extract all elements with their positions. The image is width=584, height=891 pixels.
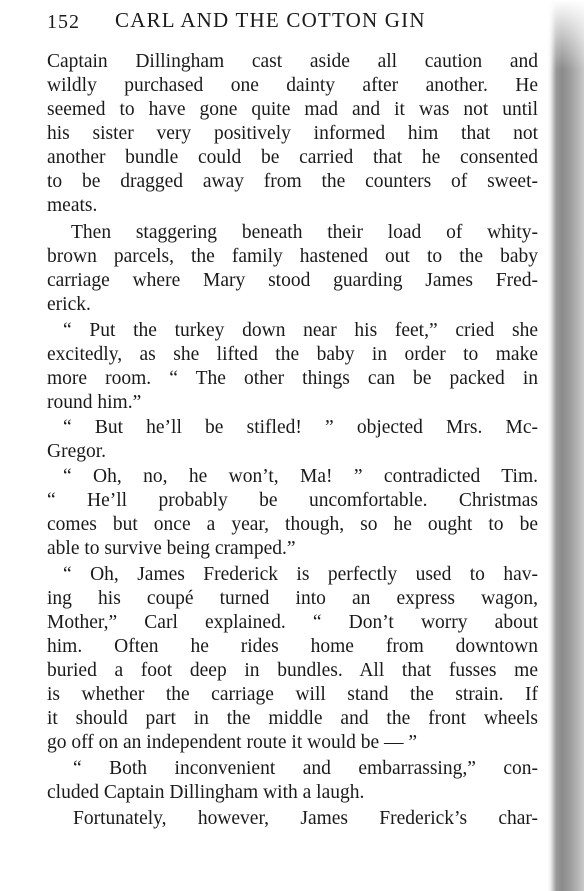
- text-line: carriage where Mary stood guarding James Fred-: [47, 270, 538, 291]
- running-head: CARL AND THE COTTON GIN: [115, 8, 426, 32]
- text-line: another bundle could be carried that he consented: [47, 147, 538, 168]
- text-line: more room. “ The other things can be packed in: [47, 368, 538, 389]
- text-line: it should part in the middle and the front wheels: [47, 708, 538, 729]
- text-line: comes but once a year, though, so he ought to be: [47, 514, 538, 535]
- text-line: round him.”: [47, 392, 142, 413]
- text-line: erick.: [47, 294, 91, 315]
- text-line: ing his coupé turned into an express wagon,: [47, 588, 538, 609]
- page-number: 152: [47, 11, 80, 33]
- text-line: cluded Captain Dillingham with a laugh.: [47, 782, 365, 803]
- text-line: Captain Dillingham cast aside all caution and: [47, 51, 538, 72]
- text-line: wildly purchased one dainty after another. He: [47, 75, 538, 96]
- page-edge-shadow: [548, 0, 584, 891]
- page-header: [47, 8, 547, 38]
- text-line: brown parcels, the family hastened out to the baby: [47, 246, 538, 267]
- text-line: seemed to have gone quite mad and it was not until: [47, 99, 538, 120]
- paragraph-first-line: “ But he’ll be stifled! ” objected Mrs. Mc-: [63, 417, 538, 438]
- paragraph-first-line: Then staggering beneath their load of whity-: [71, 222, 538, 243]
- paragraph-first-line: “ Oh, James Frederick is perfectly used to hav-: [63, 564, 538, 585]
- text-line: meats.: [47, 195, 98, 216]
- paragraph-first-line: Fortunately, however, James Frederick’s char-: [73, 808, 538, 829]
- paragraph-first-line: “ Put the turkey down near his feet,” cried she: [63, 320, 538, 341]
- paragraph-first-line: “ Oh, no, he won’t, Ma! ” contradicted Tim.: [63, 466, 538, 487]
- paragraph-first-line: “ Both inconvenient and embarrassing,” con-: [73, 758, 538, 779]
- text-line: him. Often he rides home from downtown: [47, 636, 538, 657]
- text-line: Gregor.: [47, 441, 107, 462]
- page-edge-highlight: [548, 0, 584, 70]
- text-line: buried a foot deep in bundles. All that fusses me: [47, 660, 538, 681]
- text-line: excitedly, as she lifted the baby in order to make: [47, 344, 538, 365]
- text-line: “ He’ll probably be uncomfortable. Christmas: [47, 490, 538, 511]
- text-line: is whether the carriage will stand the strain. If: [47, 684, 538, 705]
- text-line: to be dragged away from the counters of sweet-: [47, 171, 538, 192]
- text-line: able to survive being cramped.”: [47, 538, 296, 559]
- text-line: his sister very positively informed him that not: [47, 123, 538, 144]
- text-line: Mother,” Carl explained. “ Don’t worry about: [47, 612, 538, 633]
- text-line: go off on an independent route it would be — ”: [47, 732, 418, 753]
